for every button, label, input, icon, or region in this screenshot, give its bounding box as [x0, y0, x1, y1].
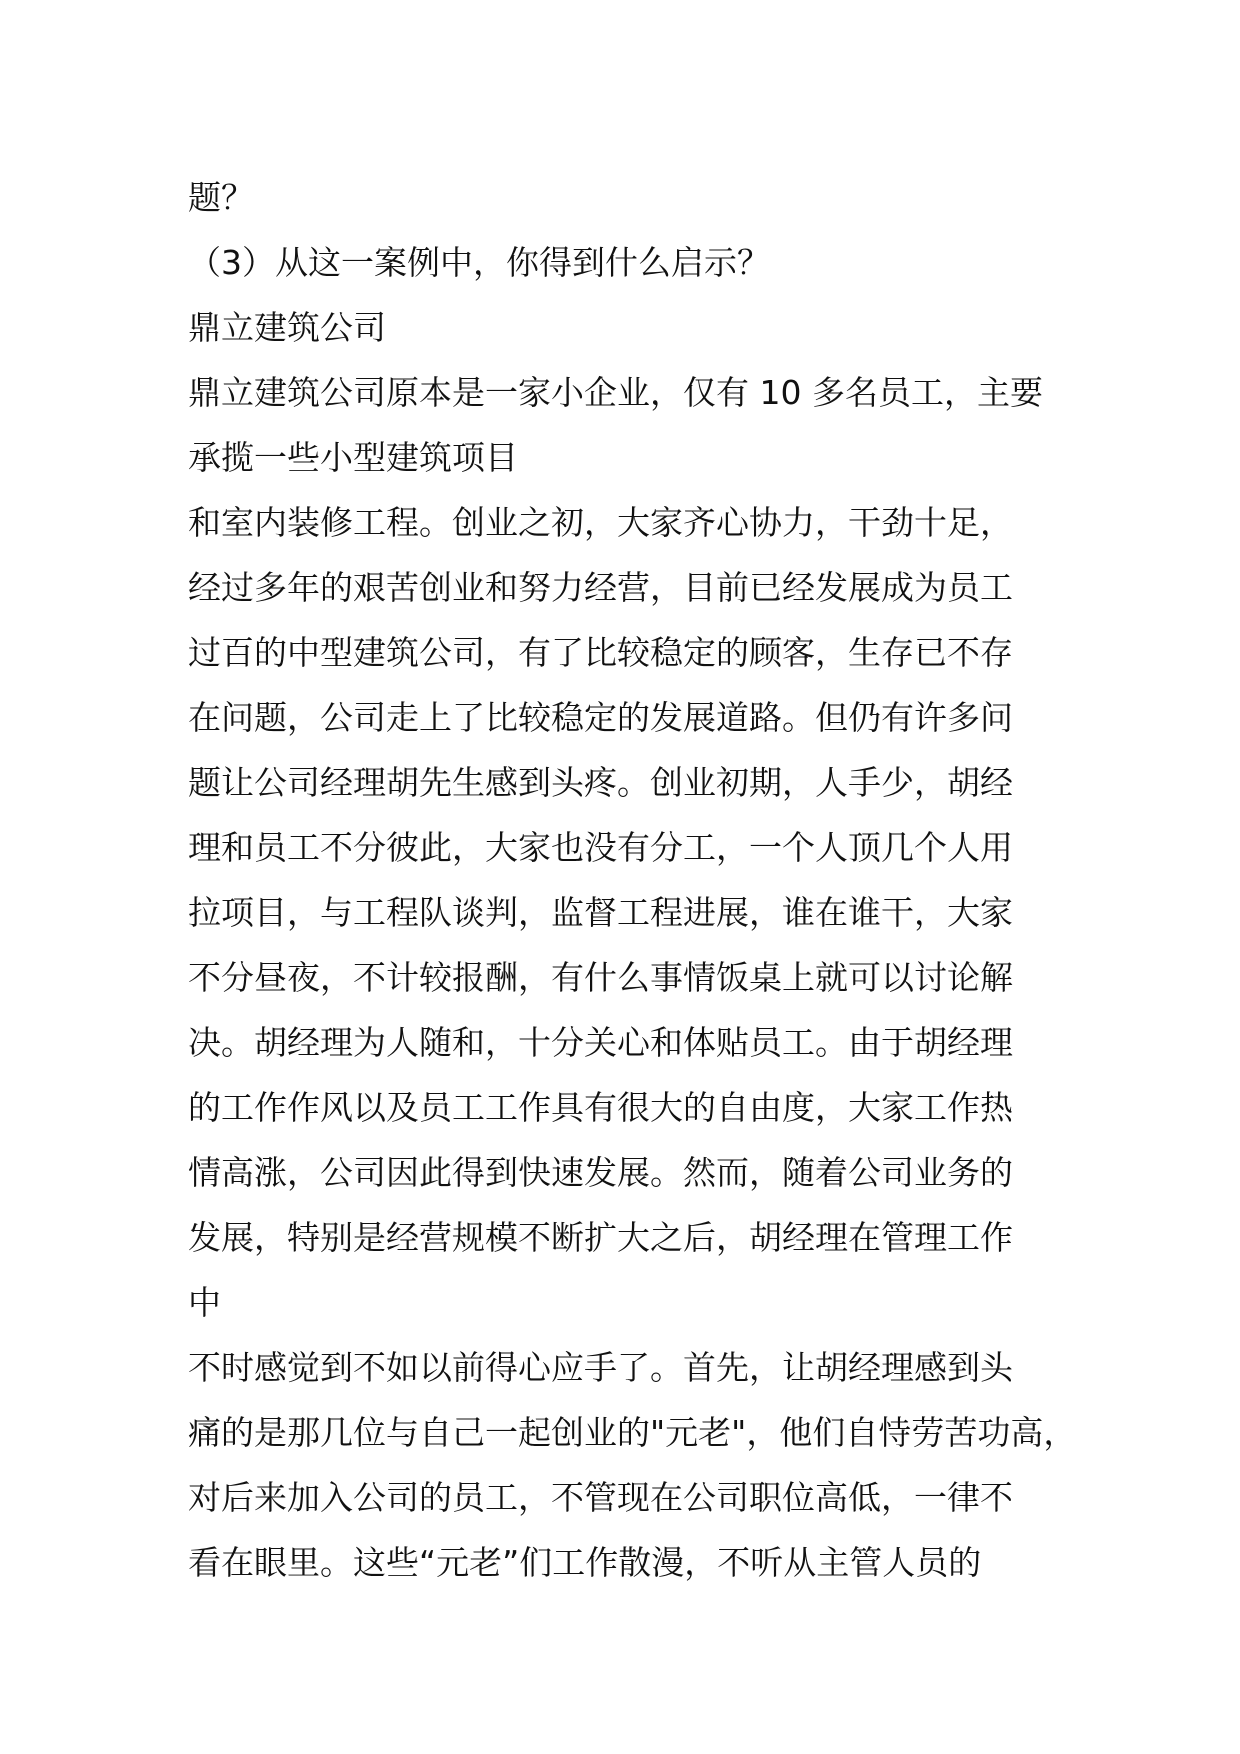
- text-line: 过百的中型建筑公司，有了比较稳定的顾客，生存已不存: [188, 633, 1013, 672]
- text-line: 决。胡经理为人随和，十分关心和体贴员工。由于胡经理: [188, 1023, 1013, 1062]
- text-line: 情高涨，公司因此得到快速发展。然而，随着公司业务的: [188, 1153, 1013, 1192]
- text-line: （3）从这一案例中，你得到什么启示？: [188, 243, 770, 282]
- text-line: 鼎立建筑公司原本是一家小企业，仅有 10 多名员工，主要: [188, 373, 1043, 412]
- text-line: 理和员工不分彼此，大家也没有分工，一个人顶几个人用: [188, 828, 1013, 867]
- text-line: 中: [188, 1283, 221, 1322]
- text-line: 的工作作风以及员工工作具有很大的自由度，大家工作热: [188, 1088, 1013, 1127]
- text-line: 拉项目，与工程队谈判，监督工程进展，谁在谁干，大家: [188, 893, 1013, 932]
- text-line: 在问题，公司走上了比较稳定的发展道路。但仍有许多问: [188, 698, 1013, 737]
- text-line: 承揽一些小型建筑项目: [188, 438, 518, 477]
- text-line: 看在眼里。这些“元老”们工作散漫，不听从主管人员的: [188, 1543, 982, 1582]
- text-line: 对后来加入公司的员工，不管现在公司职位高低，一律不: [188, 1478, 1013, 1517]
- text-line: 题让公司经理胡先生感到头疼。创业初期，人手少，胡经: [188, 763, 1013, 802]
- text-line: 痛的是那几位与自己一起创业的"元老"，他们自恃劳苦功高，: [188, 1413, 1077, 1452]
- text-line: 和室内装修工程。创业之初，大家齐心协力，干劲十足，: [188, 503, 1013, 542]
- text-line: 发展，特别是经营规模不断扩大之后，胡经理在管理工作: [188, 1218, 1013, 1257]
- section-heading: 鼎立建筑公司: [188, 308, 386, 347]
- document-body: [188, 165, 1128, 1595]
- text-line: 不分昼夜，不计较报酬，有什么事情饭桌上就可以讨论解: [188, 958, 1013, 997]
- text-line: 经过多年的艰苦创业和努力经营，目前已经发展成为员工: [188, 568, 1013, 607]
- text-line: 题？: [188, 178, 254, 217]
- text-line: 不时感觉到不如以前得心应手了。首先，让胡经理感到头: [188, 1348, 1013, 1387]
